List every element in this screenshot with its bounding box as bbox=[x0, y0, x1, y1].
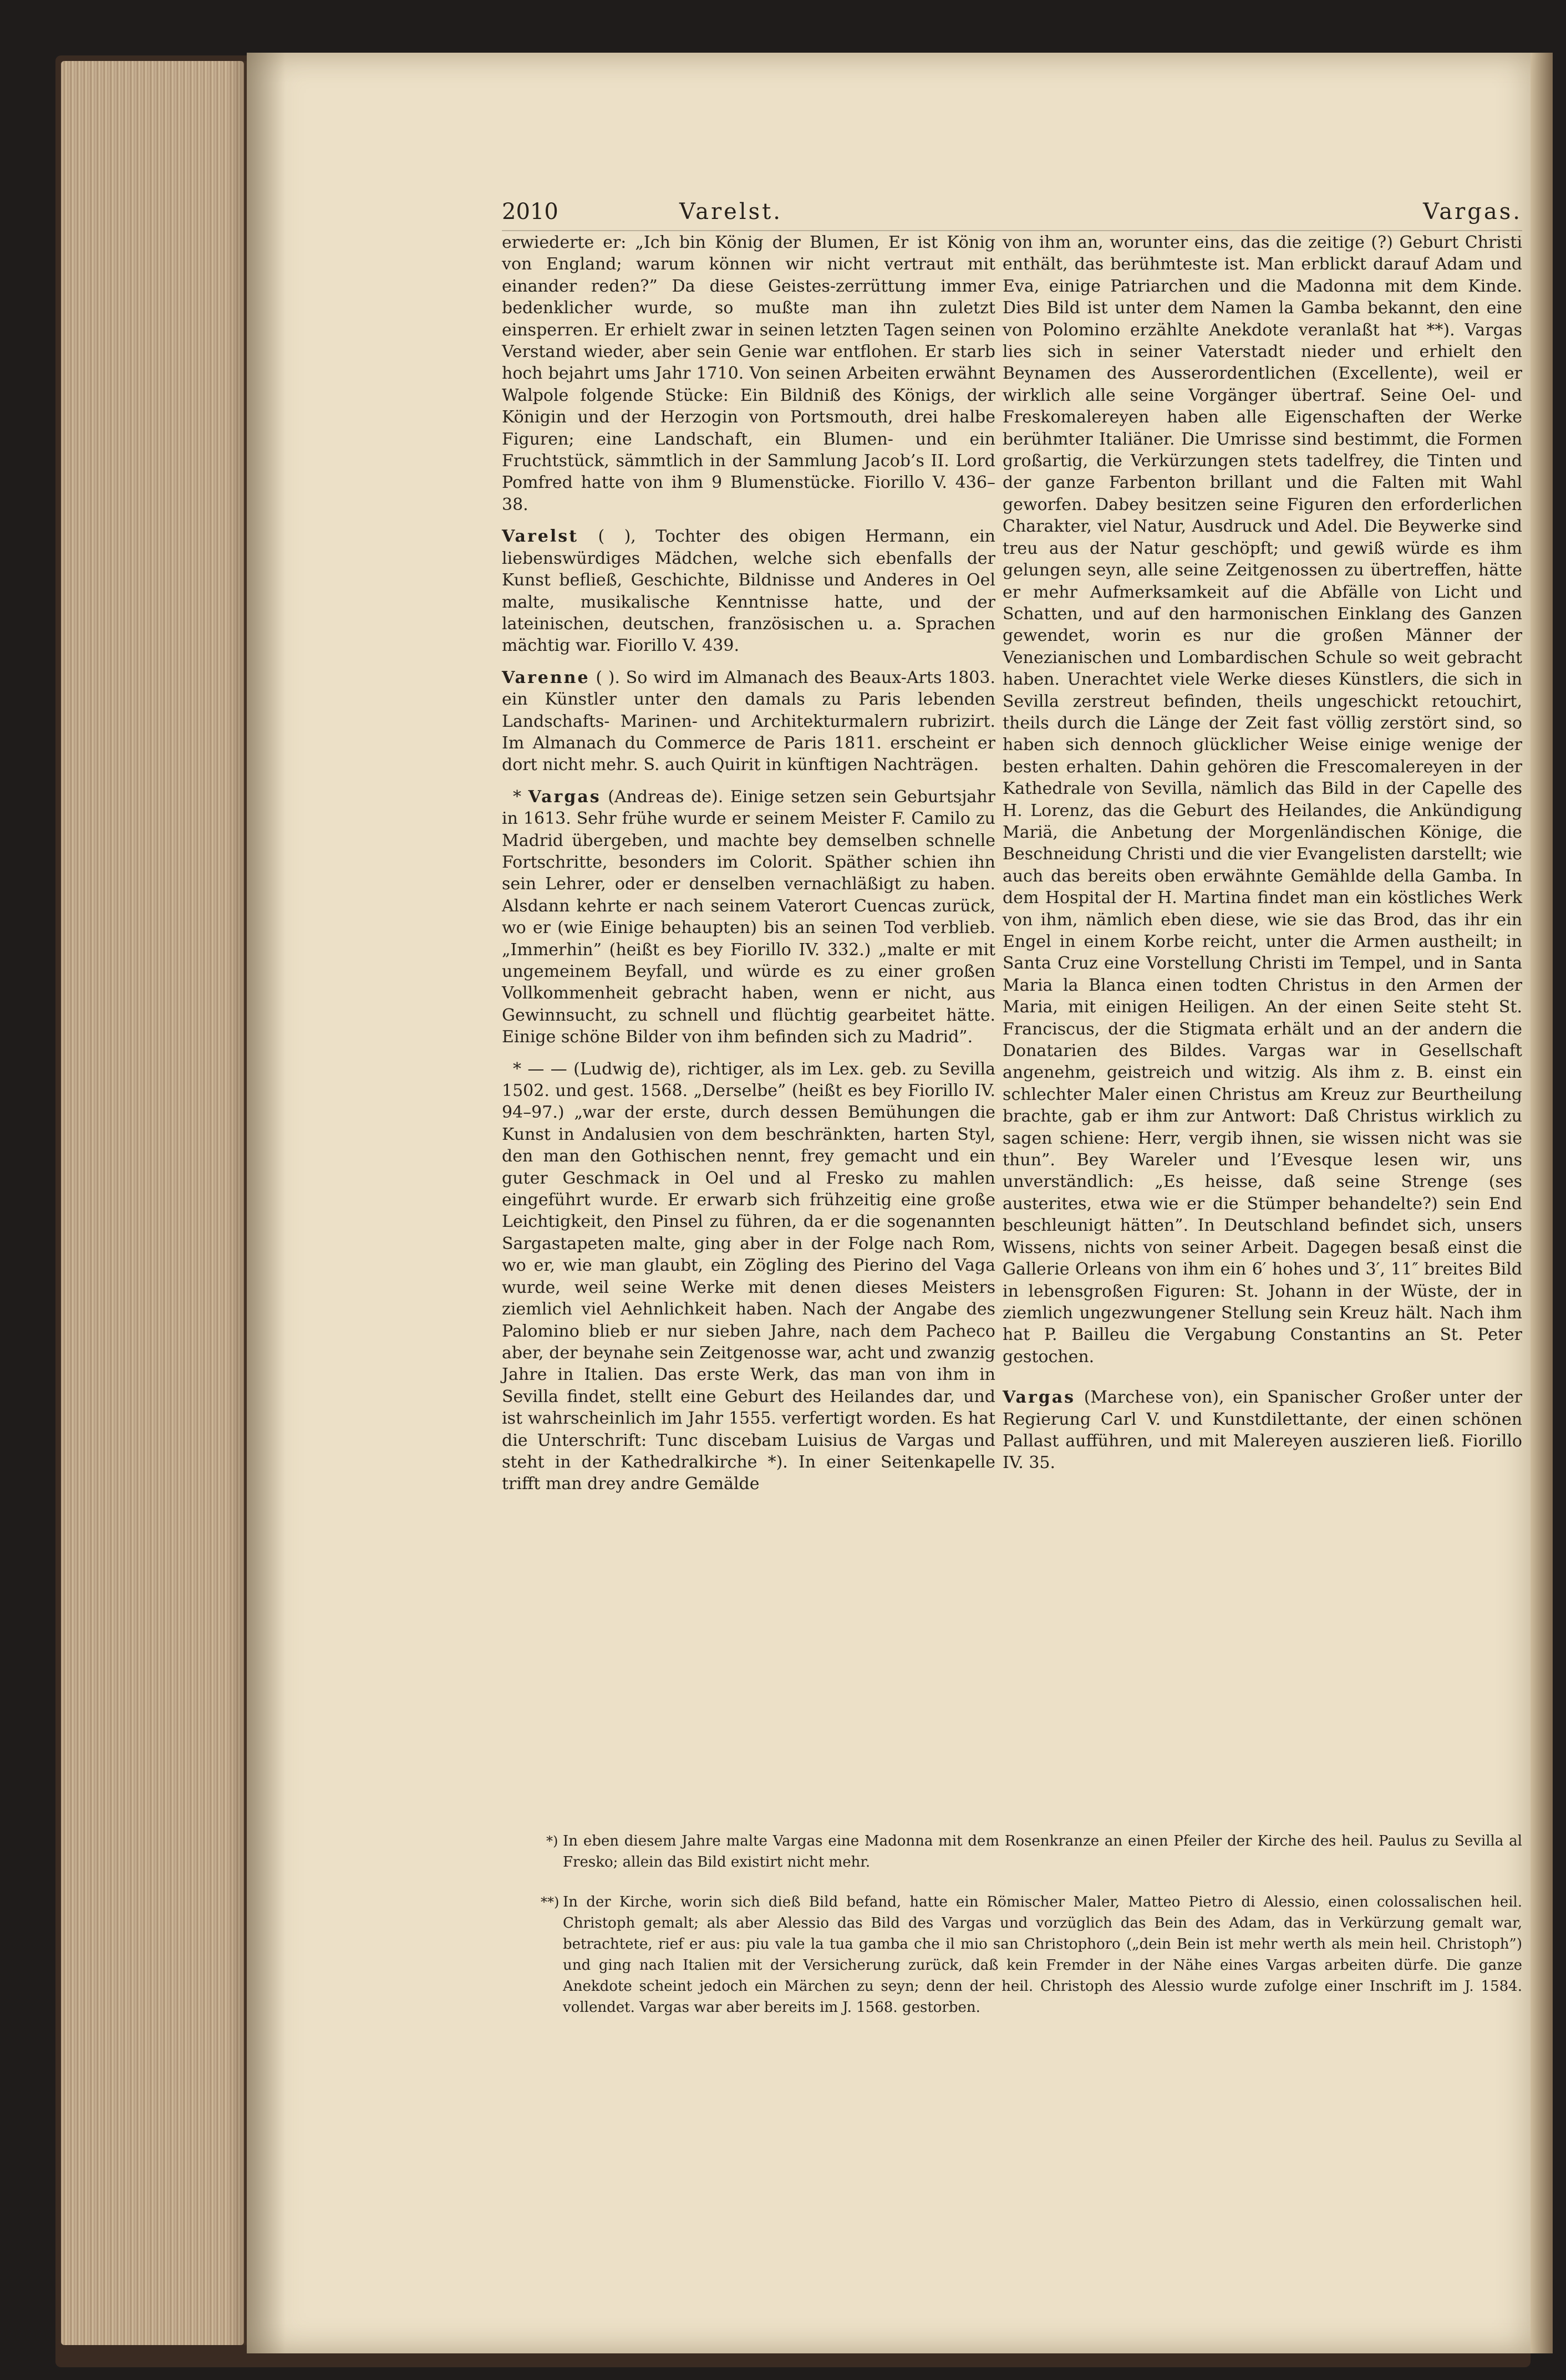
entry-marker: * — — bbox=[513, 1059, 567, 1079]
gutter-shadow bbox=[247, 53, 286, 2353]
footnote bbox=[502, 1831, 1522, 1873]
entry-vargas-ludwig bbox=[502, 1058, 995, 1495]
footnote-mark: *) bbox=[546, 1833, 558, 1849]
right-running-head: Vargas. bbox=[1423, 199, 1522, 225]
entry-text: ( ). So wird im Almanach des Beaux-Arts 1803. ein Künstler unter den damals zu Paris lebenden Landschafts- Marinen- und Architekturmalern rubrizirt. Im Almanach du Commerce de Paris 1811. erscheint er dort nicht mehr. S. auch Quirit in künftigen Nachträgen. bbox=[502, 667, 995, 775]
page-right-edge bbox=[1531, 53, 1553, 2353]
entry-text: von ihm an, worunter eins, das die zeitige (?) Geburt Christi enthält, das berühmteste ist. Man erblickt darauf Adam und Eva, einige Patriarchen und die Madonna mit dem Kinde. Dies Bild ist unter dem Namen la Gamba bekannt, den eine von Polomino erzählte Anekdote veranlaßt hat **). Vargas lies sich in seiner Vaterstadt nieder und erhielt den Beynamen des Ausserordentlichen (Excellente), weil er wirklich alle seine Vorgänger übertraf. Seine Oel- und Freskomalereyen haben alle Eigenschaften der Werke berühmter Italiäner. Die Umrisse sind bestimmt, die Formen großartig, die Verkürzungen stets tadelfrey, die Tinten und der ganze Farbenton brillant und die Falten mit Wahl geworfen. Dabey besitzen seine Figuren den erforderlichen Charakter, viel Natur, Ausdruck und Adel. Die Beywerke sind treu aus der Natur geschöpft; und gewiß würde es ihm gelungen seyn, alle seine Zeitgenossen zu übertreffen, hätte er mehr Aufmerksamkeit auf die Abfälle von Licht und Schatten, und auf den harmonischen Einklang des Ganzen gewendet, worin es nur die großen Männer der Venezianischen und Lombardischen Schule so weit gebracht haben. Unerachtet viele Werke dieses Künstlers, die sich in Sevilla zerstreut befinden, theils ungeschickt retouchirt, theils durch die Länge der Zeit fast völlig zerstört sind, so haben sich dennoch glücklicher Weise einige wenige der besten erhalten. Dahin gehören die Frescomalereyen in der Kathedrale von Sevilla, nämlich das Bild in der Capelle des H. Lorenz, das die Geburt des Heilandes, die Ankündigung Mariä, die Anbetung der Morgenländischen Könige, die Beschneidung Christi und die vier Evangelisten darstellt; wie auch das bereits oben erwähnte Gemählde della Gamba. In dem Hospital der H. Martina findet man ein köstliches Werk von ihm, nämlich eben diese, wie sie das Brod, das ihr ein Engel in einem Korbe reicht, unter die Armen austheilt; in Santa Cruz eine Vorstellung Christi im Tempel, und in Santa Maria la Blanca einen todten Christus in den Armen der Maria, mit einigen Heiligen. An der einen Seite steht St. Franciscus, der die Stigmata erhält und an der andern die Donatarien des Bildes. Vargas war in Gesellschaft angenehm, geistreich und witzig. Als ihm z. B. einst ein schlechter Maler einen Christus am Kreuz zur Beurtheilung brachte, gab er ihm zur Antwort: Daß Christus wirklich zu sagen schiene: Herr, vergib ihnen, sie wissen nicht was sie thun”. Bey Wareler und l’Evesque lesen wir, uns unverständlich: „Es heisse, daß seine Strenge (ses austerites, etwa wie er die Stümper behandelte?) sein End beschleunigt hätten”. In Deutschland befindet sich, unsers Wissens, nichts von seiner Arbeit. Dagegen besaß einst die Gallerie Orleans von ihm ein 6′ hohes und 3′, 11″ breites Bild in lebensgroßen Figuren: St. Johann in der Wüste, der in ziemlich ungezwungener Stellung sein Kreuz hält. Nach ihm hat P. Bailleu die Vergabung Constantins an St. Peter gestochen. bbox=[1003, 233, 1522, 1367]
footnote bbox=[502, 1892, 1522, 2018]
entry-vargas-marchese bbox=[1003, 1387, 1522, 1474]
entry-text: ( ), Tochter des obigen Hermann, ein liebenswürdiges Mädchen, welche sich ebenfalls der Kunst befließ, Geschichte, Bildnisse und Anderes in Oel malte, musikalische Kenntnisse hatte, und der lateinischen, deutschen, französischen u. a. Sprachen mächtig war. Fiorillo V. 439. bbox=[502, 527, 995, 656]
footnote-text: In eben diesem Jahre malte Vargas eine Madonna mit dem Rosenkranze an einen Pfeiler der Kirche des heil. Paulus zu Sevilla al Fresko; allein das Bild existirt nicht mehr. bbox=[563, 1833, 1522, 1871]
left-column bbox=[502, 232, 995, 1495]
footnote-mark: **) bbox=[541, 1894, 560, 1910]
entry-continuation bbox=[1003, 232, 1522, 1368]
entry-varelst-daughter bbox=[502, 526, 995, 656]
left-running-head: Varelst. bbox=[679, 199, 782, 225]
entry-text: (Ludwig de), richtiger, als im Lex. geb. zu Sevilla 1502. und gest. 1568. „Derselbe” (heißt es bey Fiorillo IV. 94–97.) „war der erste, durch dessen Bemühungen die Kunst in Andalusien von dem beschränkten, harten Styl, den man den Gothischen nennt, frey gemacht und ein guter Geschmack in Oel und al Fresko zu mahlen eingeführt wurde. Er erwarb sich frühzeitig eine große Leichtigkeit, den Pinsel zu führen, da er die sogenannten Sargastapeten malte, ging aber in der Folge nach Rom, wo er, wie man glaubt, ein Zögling des Pierino del Vaga wurde, weil seine Werke mit denen dieses Meisters ziemlich viel Aehnlichkeit haben. Nach der Angabe des Palomino blieb er nur sieben Jahre, nach dem Pacheco aber, der beynahe sein Zeitgenosse war, acht und zwanzig Jahre in Italien. Das erste Werk, das man von ihm in Sevilla findet, stellt eine Geburt des Heilandes dar, und ist wahrscheinlich im Jahr 1555. verfertigt worden. Es hat die Unterschrift: Tunc discebam Luisius de Vargas und steht in der Kathedralkirche *). In einer Seitenkapelle trifft man drey andre Gemälde bbox=[502, 1059, 995, 1494]
entry-vargas-andreas bbox=[502, 786, 995, 1048]
page-number: 2010 bbox=[502, 199, 558, 225]
entry-text: (Andreas de). Einige setzen sein Geburtsjahr in 1613. Sehr frühe wurde er seinem Meister F. Camilo zu Madrid übergeben, und machte bey demselben schnelle Fortschritte, besonders im Colorit. Späther schien ihn sein Lehrer, oder er denselben vernachläßigt zu haben. Alsdann kehrte er nach seinem Vaterort Cuencas zurück, wo er (wie Einige behaupten) bis an seinen Tod verblieb. „Immerhin” (heißt es bey Fiorillo IV. 332.) „malte er mit ungemeinem Beyfall, und würde es zu einer großen Vollkommenheit gebracht haben, wenn er nicht, aus Gewinnsucht, zu schnell und flüchtig gearbeitet hätte. Einige schöne Bilder von ihm befinden sich zu Madrid”. bbox=[502, 787, 995, 1047]
footnote-text: In der Kirche, worin sich dieß Bild befand, hatte ein Römischer Maler, Matteo Pietro di Alessio, einen colossalischen heil. Christoph gemalt; als aber Alessio das Bild des Vargas und vorzüglich das Bein des Adam, das in Verkürzung gemalt war, betrachtete, rief er aus: piu vale la tua gamba che il mio san Christophoro („dein Bein ist mehr werth als mein heil. Christoph”) und ging nach Italien mit der Versicherung zurück, daß kein Fremder in der Nähe eines Vargas arbeiten dürfe. Die ganze Anekdote scheint jedoch ein Märchen zu seyn; denn der heil. Christoph des Alessio wurde zufolge einer Inschrift im J. 1584. vollendet. Vargas war aber bereits im J. 1568. gestorben. bbox=[563, 1894, 1522, 2016]
headword: Vargas bbox=[528, 787, 601, 807]
entry-varenne bbox=[502, 667, 995, 776]
headword: Varenne bbox=[502, 667, 590, 687]
page-stack-edge bbox=[61, 61, 244, 2345]
entry-marker: * bbox=[513, 787, 528, 807]
running-header bbox=[502, 195, 1522, 234]
headword: Varelst bbox=[502, 527, 578, 547]
entry-text: erwiederte er: „Ich bin König der Blumen, Er ist König von England; warum können wir nicht vertraut mit einander reden?” Da diese Geistes-zerrüttung immer bedenklicher wurde, so mußte man ihn zuletzt einsperren. Er erhielt zwar in seinen letzten Tagen seinen Verstand wieder, aber sein Genie war entflohen. Er starb hoch bejahrt ums Jahr 1710. Von seinen Arbeiten erwähnt Walpole folgende Stücke: Ein Bildniß des Königs, der Königin und der Herzogin von Portsmouth, drei halbe Figuren; eine Landschaft, ein Blumen- und ein Fruchtstück, sämmtlich in der Sammlung Jacob’s II. Lord Pomfred hatte von ihm 9 Blumenstücke. Fiorillo V. 436–38. bbox=[502, 233, 995, 514]
headword: Vargas bbox=[1003, 1388, 1076, 1408]
entry-continuation bbox=[502, 232, 995, 516]
right-column bbox=[1003, 232, 1522, 1474]
header-rule bbox=[502, 230, 1522, 231]
entry-text: (Marchese von), ein Spanischer Großer unter der Regierung Carl V. und Kunstdilettante, der einen schönen Pallast aufführen, und mit Malereyen auszieren ließ. Fiorillo IV. 35. bbox=[1003, 1388, 1522, 1473]
